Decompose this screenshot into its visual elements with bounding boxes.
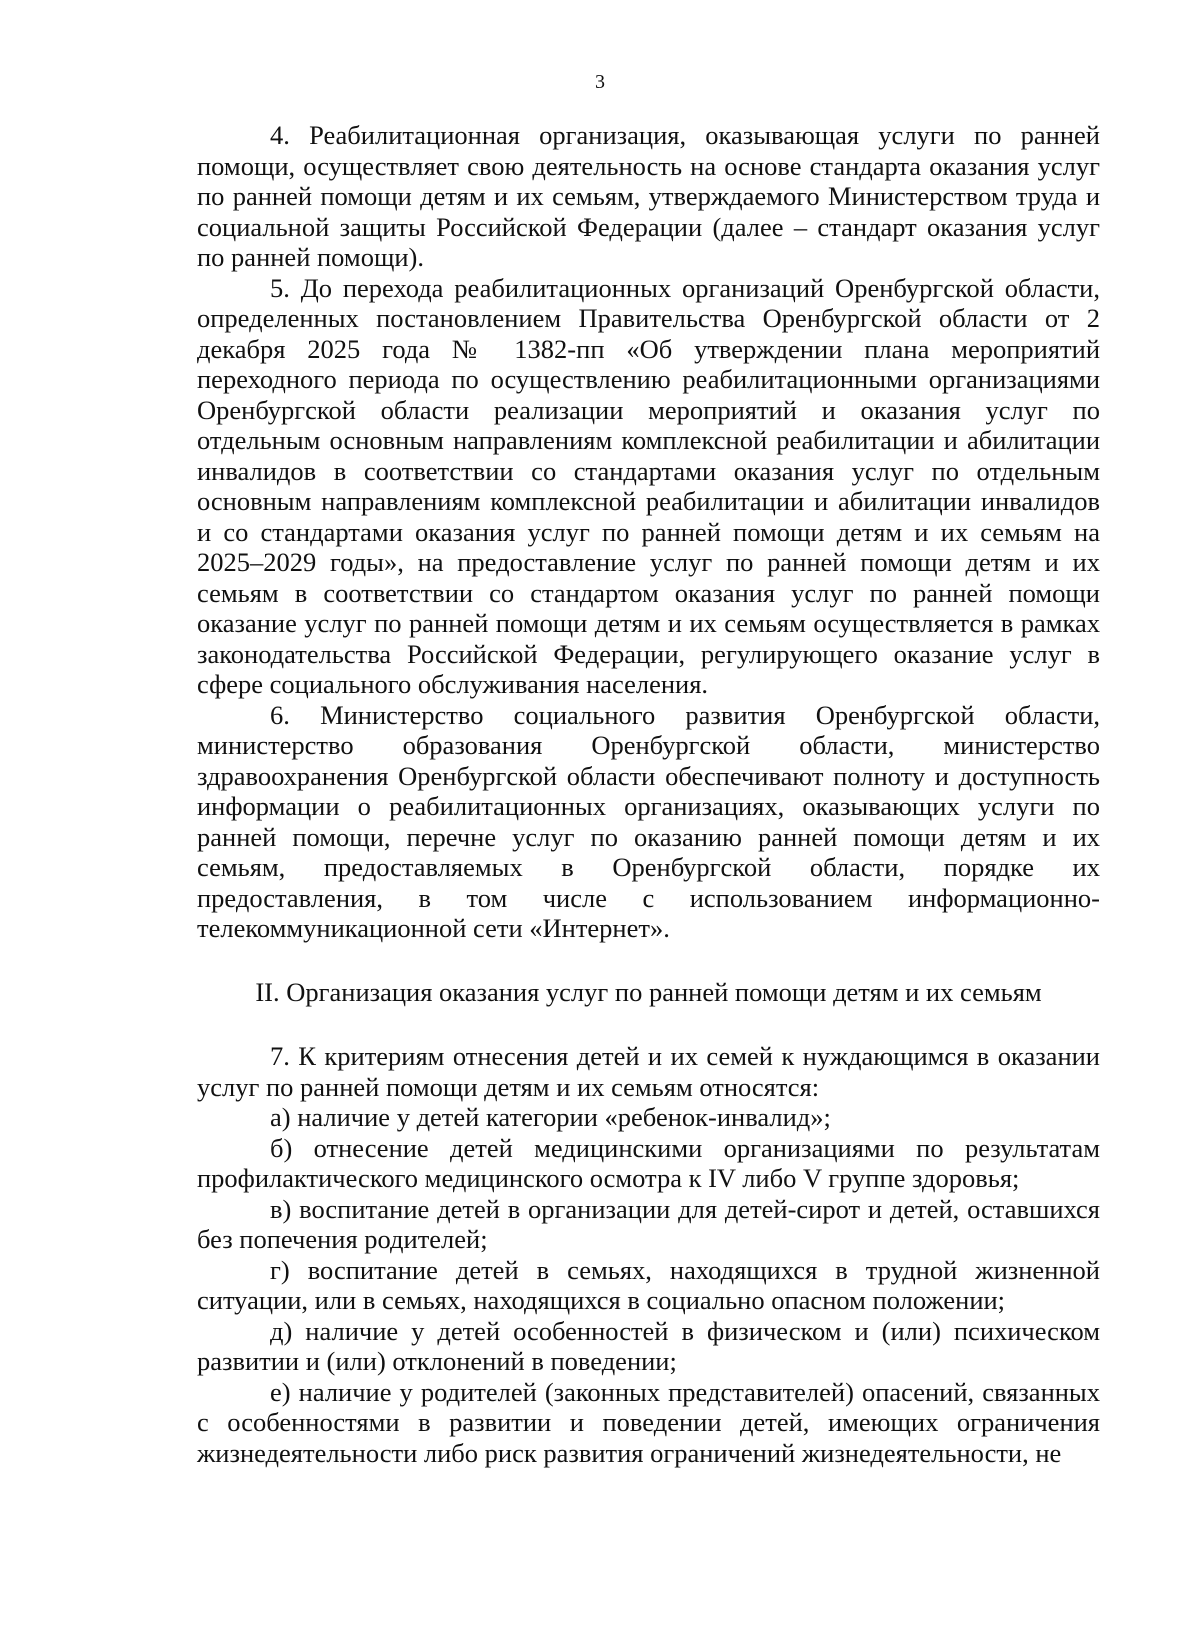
list-item-e: е) наличие у родителей (законных представителей) опасений, связанных с особенностями в развитии и поведении детей, имеющих ограничения жизнедеятельности либо риск развития ограничений жизнедеятельности, не [197,1376,1100,1468]
section-heading: II. Организация оказания услуг по ранней помощи детям и их семьям [255,976,1042,1007]
list-item-v: в) воспитание детей в организации для детей-сирот и детей, оставшихся без попечения родителей; [197,1193,1100,1254]
page-number: 3 [595,71,605,93]
document-body [197,120,1100,1468]
list-item-a: а) наличие у детей категории «ребенок-инвалид»; [270,1102,831,1132]
paragraph-5: 5. До перехода реабилитационных организаций Оренбургской области, определенных постановлением Правительства Оренбургской области от 2 декабря 2025 года № 1382-пп «Об утверждении плана мероприятий переходного периода по осуществлению реабилитационными организациями Оренбургской области реализации мероприятий и оказания услуг по отдельным основным направлениям комплексной реабилитации и абилитации инвалидов в соответствии со стандартами оказания услуг по отдельным основным направлениям комплексной реабилитации и абилитации инвалидов и со стандартами оказания услуг по ранней помощи детям и их семьям на 2025–2029 годы», на предоставление услуг по ранней помощи детям и их семьям в соответствии со стандартом оказания услуг по ранней помощи оказание услуг по ранней помощи детям и их семьям осуществляется в рамках законодательства Российской Федерации, регулирующего оказание услуг в сфере социального обслуживания населения. [197,272,1100,699]
list-item-d: д) наличие у детей особенностей в физическом и (или) психическом развитии и (или) отклонений в поведении; [197,1315,1100,1376]
paragraph-4: 4. Реабилитационная организация, оказывающая услуги по ранней помощи, осуществляет свою деятельность на основе стандарта оказания услуг по ранней помощи детям и их семьям, утверждаемого Министерством труда и социальной защиты Российской Федерации (далее – стандарт оказания услуг по ранней помощи). [197,120,1100,272]
list-item-b: б) отнесение детей медицинскими организациями по результатам профилактического медицинского осмотра к IV либо V группе здоровья; [197,1132,1100,1193]
paragraph-7: 7. К критериям отнесения детей и их семей к нуждающимся в оказании услуг по ранней помощи детям и их семьям относятся: [197,1041,1100,1102]
list-item-g: г) воспитание детей в семьях, находящихся в трудной жизненной ситуации, или в семьях, находящихся в социально опасном положении; [197,1254,1100,1315]
paragraph-6: 6. Министерство социального развития Оренбургской области, министерство образования Оренбургской области, министерство здравоохранения Оренбургской области обеспечивают полноту и доступность информации о реабилитационных организациях, оказывающих услуги по ранней помощи, перечне услуг по оказанию ранней помощи детям и их семьям, предоставляемых в Оренбургской области, порядке их предоставления, в том числе с использованием информационно-телекоммуникационной сети «Интернет». [197,699,1100,943]
